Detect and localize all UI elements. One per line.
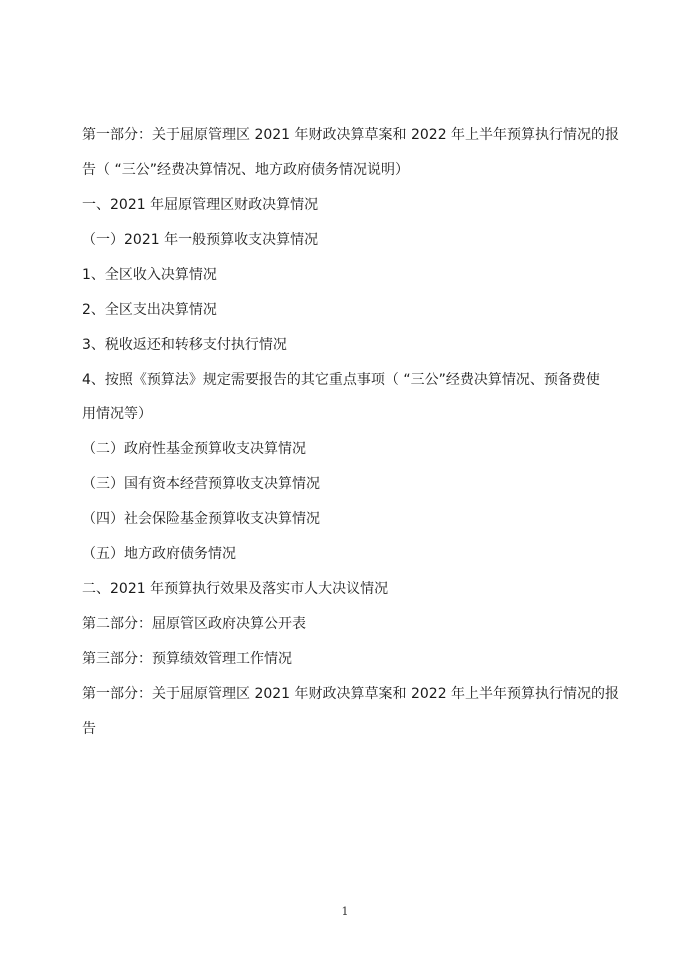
toc-part-three-heading: 第三部分：预算绩效管理工作情况 — [82, 651, 292, 667]
toc-part-one-heading-line-1: 第一部分：关于屈原管理区 2021 年财政决算草案和 2022 年上半年预算执行情况的报 — [82, 127, 620, 143]
toc-item-revenue: 1、全区收入决算情况 — [82, 267, 217, 283]
toc-subsection-government-fund: （二）政府性基金预算收支决算情况 — [82, 441, 306, 457]
toc-section-one: 一、2021 年屈原管理区财政决算情况 — [82, 197, 319, 213]
toc-item-tax-rebate: 3、税收返还和转移支付执行情况 — [82, 337, 287, 353]
toc-subsection-state-capital: （三）国有资本经营预算收支决算情况 — [82, 476, 320, 492]
toc-subsection-local-debt: （五）地方政府债务情况 — [82, 546, 236, 562]
part-one-title-line-2: 告 — [82, 721, 96, 737]
toc-section-two: 二、2021 年预算执行效果及落实市人大决议情况 — [82, 581, 389, 597]
toc-subsection-social-insurance: （四）社会保险基金预算收支决算情况 — [82, 511, 320, 527]
toc-part-one-heading-line-2: 告（ “三公”经费决算情况、地方政府债务情况说明） — [82, 162, 409, 178]
toc-part-two-heading: 第二部分：屈原管区政府决算公开表 — [82, 616, 306, 632]
toc-item-other-matters-line-2: 用情况等） — [82, 406, 152, 422]
toc-item-expenditure: 2、全区支出决算情况 — [82, 302, 217, 318]
page-number: 1 — [341, 905, 349, 918]
part-one-title-line-1: 第一部分：关于屈原管理区 2021 年财政决算草案和 2022 年上半年预算执行情况的报 — [82, 686, 620, 702]
toc-subsection-general-budget: （一）2021 年一般预算收支决算情况 — [82, 232, 319, 248]
toc-item-other-matters-line-1: 4、按照《预算法》规定需要报告的其它重点事项（ “三公”经费决算情况、预备费使 — [82, 372, 600, 388]
